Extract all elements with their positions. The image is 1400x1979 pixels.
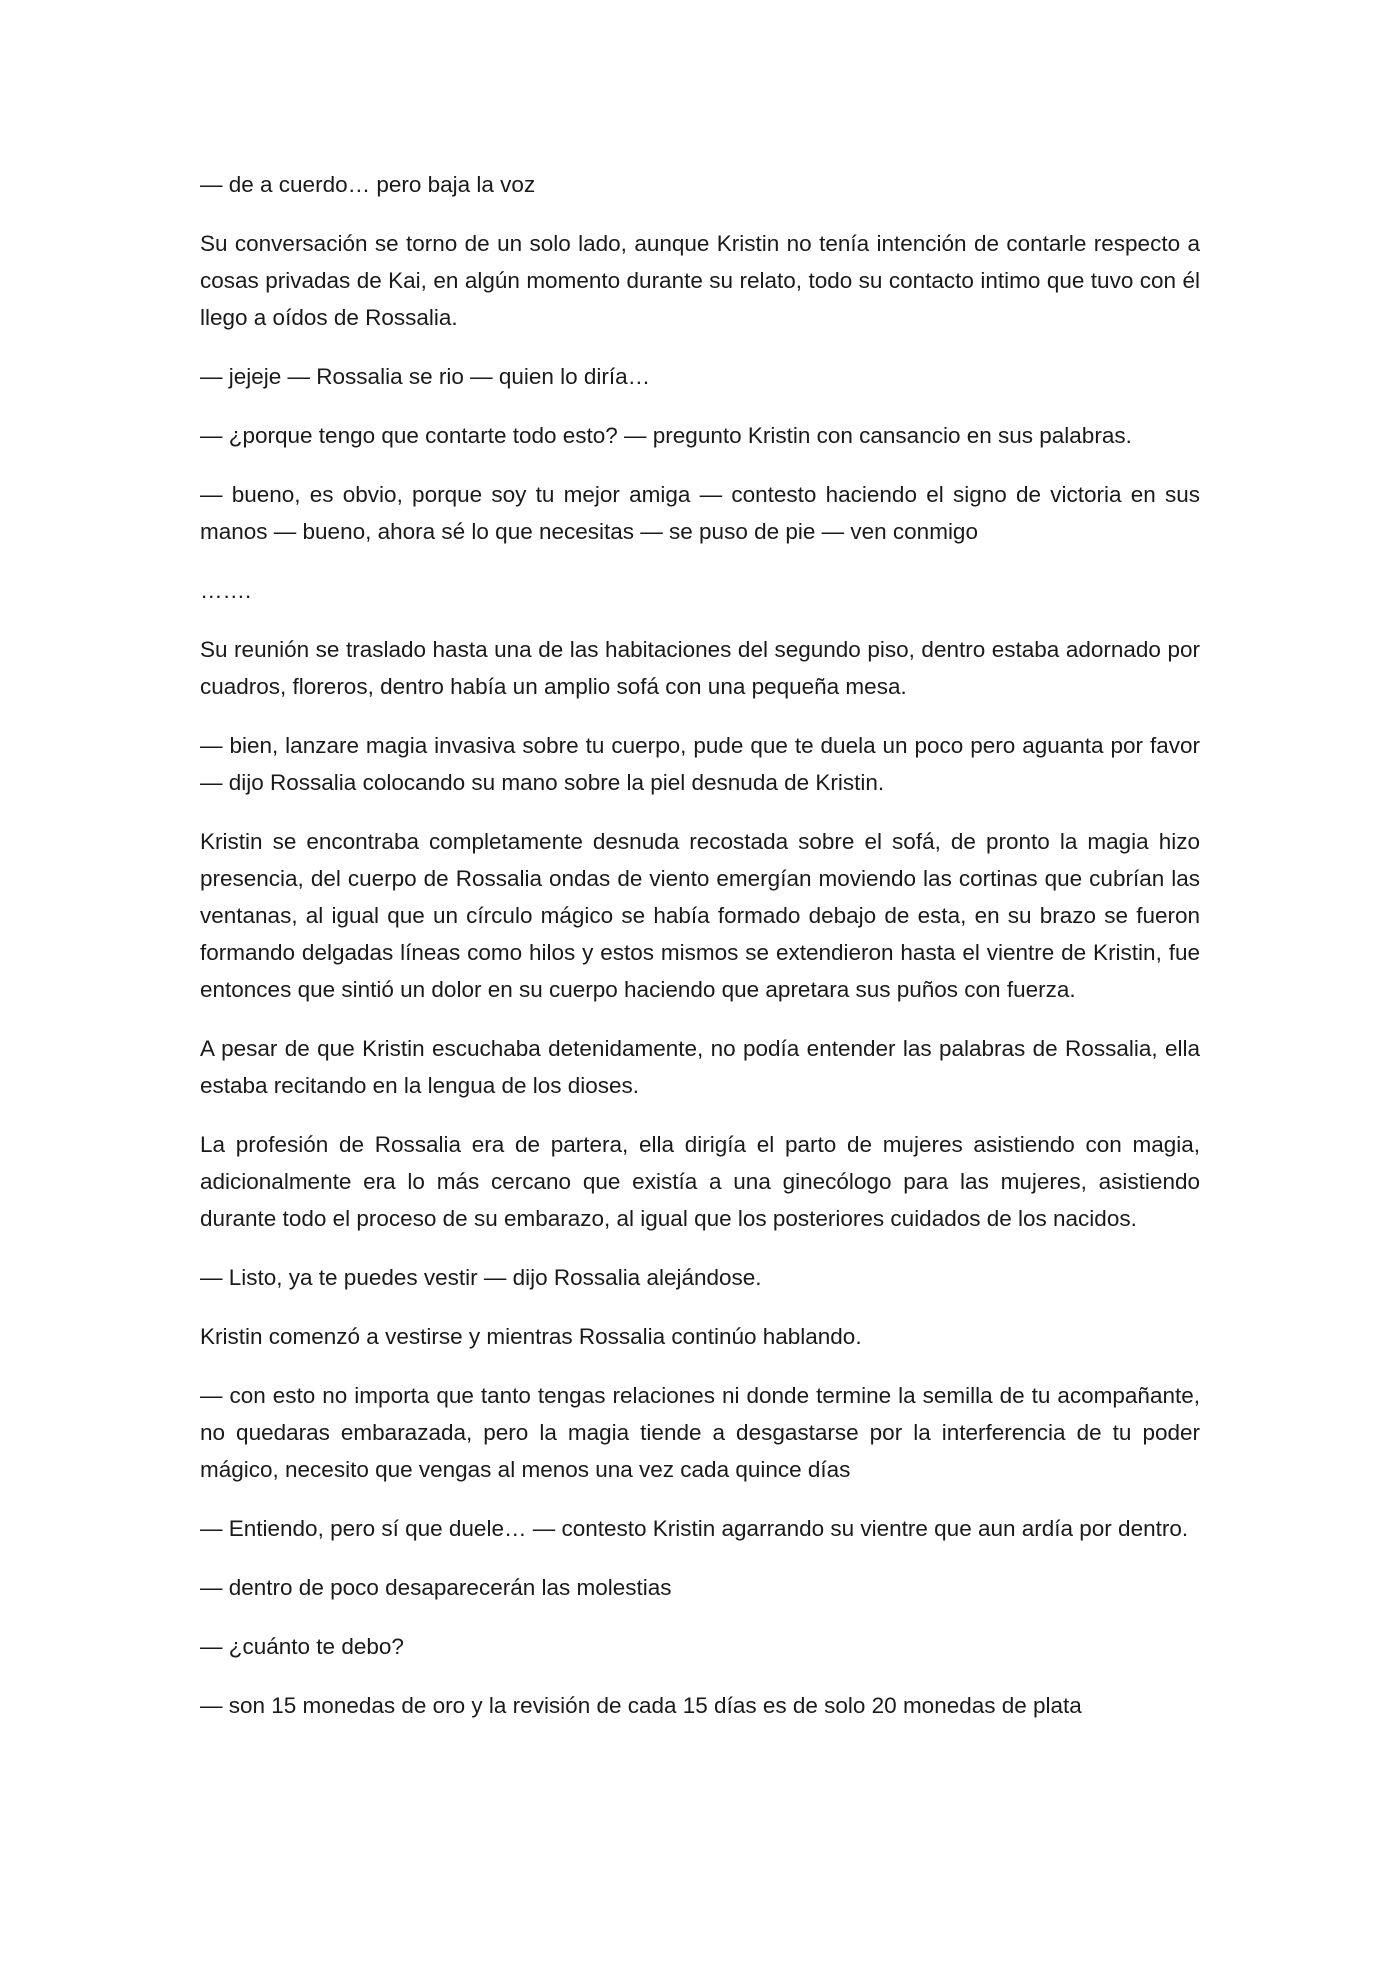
- paragraph-dialogue-8: — Entiendo, pero sí que duele… — contesto Kristin agarrando su vientre que aun ardía por dentro.: [200, 1516, 1189, 1541]
- paragraph-dialogue-6: — Listo, ya te puedes vestir — dijo Rossalia alejándose.: [200, 1265, 762, 1290]
- paragraph-dialogue-2: — jejeje — Rossalia se rio — quien lo diría…: [200, 364, 651, 389]
- paragraph-dialogue-9: — dentro de poco desaparecerán las molestias: [200, 1575, 672, 1600]
- paragraph-narration-6: Kristin comenzó a vestirse y mientras Rossalia continúo hablando.: [200, 1324, 862, 1349]
- paragraph-narration-2: Su reunión se traslado hasta una de las habitaciones del segundo piso, dentro estaba adornado por cuadros, floreros, dentro había un amplio sofá con una pequeña mesa.: [200, 637, 1200, 699]
- document-body: [200, 166, 1200, 1746]
- paragraph-dialogue-4: — bueno, es obvio, porque soy tu mejor amiga — contesto haciendo el signo de victoria en sus manos — bueno, ahora sé lo que necesitas — se puso de pie — ven conmigo: [200, 482, 1200, 544]
- paragraph-dialogue-7: — con esto no importa que tanto tengas relaciones ni donde termine la semilla de tu acompañante, no quedaras embarazada, pero la magia tiende a desgastarse por la interferencia de tu poder mágico, necesito que vengas al menos una vez cada quince días: [200, 1383, 1200, 1482]
- scene-break: …….: [200, 578, 252, 603]
- paragraph-dialogue-10: — ¿cuánto te debo?: [200, 1634, 404, 1659]
- paragraph-narration-1: Su conversación se torno de un solo lado, aunque Kristin no tenía intención de contarle respecto a cosas privadas de Kai, en algún momento durante su relato, todo su contacto intimo que tuvo con él llego a oídos de Rossalia.: [200, 231, 1200, 330]
- paragraph-dialogue-1: — de a cuerdo… pero baja la voz: [200, 172, 536, 197]
- paragraph-dialogue-5: — bien, lanzare magia invasiva sobre tu cuerpo, pude que te duela un poco pero aguanta por favor — dijo Rossalia colocando su mano sobre la piel desnuda de Kristin.: [200, 733, 1200, 795]
- paragraph-dialogue-3: — ¿porque tengo que contarte todo esto? — pregunto Kristin con cansancio en sus palabras.: [200, 423, 1132, 448]
- paragraph-dialogue-11: — son 15 monedas de oro y la revisión de cada 15 días es de solo 20 monedas de plata: [200, 1693, 1082, 1718]
- paragraph-narration-5: La profesión de Rossalia era de partera, ella dirigía el parto de mujeres asistiendo con magia, adicionalmente era lo más cercano que existía a una ginecólogo para las mujeres, asistiendo durante todo el proceso de su embarazo, al igual que los posteriores cuidados de los nacidos.: [200, 1132, 1200, 1231]
- paragraph-narration-3: Kristin se encontraba completamente desnuda recostada sobre el sofá, de pronto la magia hizo presencia, del cuerpo de Rossalia ondas de viento emergían moviendo las cortinas que cubrían las ventanas, al igual que un círculo mágico se había formado debajo de esta, en su brazo se fueron formando delgadas líneas como hilos y estos mismos se extendieron hasta el vientre de Kristin, fue entonces que sintió un dolor en su cuerpo haciendo que apretara sus puños con fuerza.: [200, 829, 1200, 1002]
- paragraph-narration-4: A pesar de que Kristin escuchaba detenidamente, no podía entender las palabras de Rossalia, ella estaba recitando en la lengua de los dioses.: [200, 1036, 1200, 1098]
